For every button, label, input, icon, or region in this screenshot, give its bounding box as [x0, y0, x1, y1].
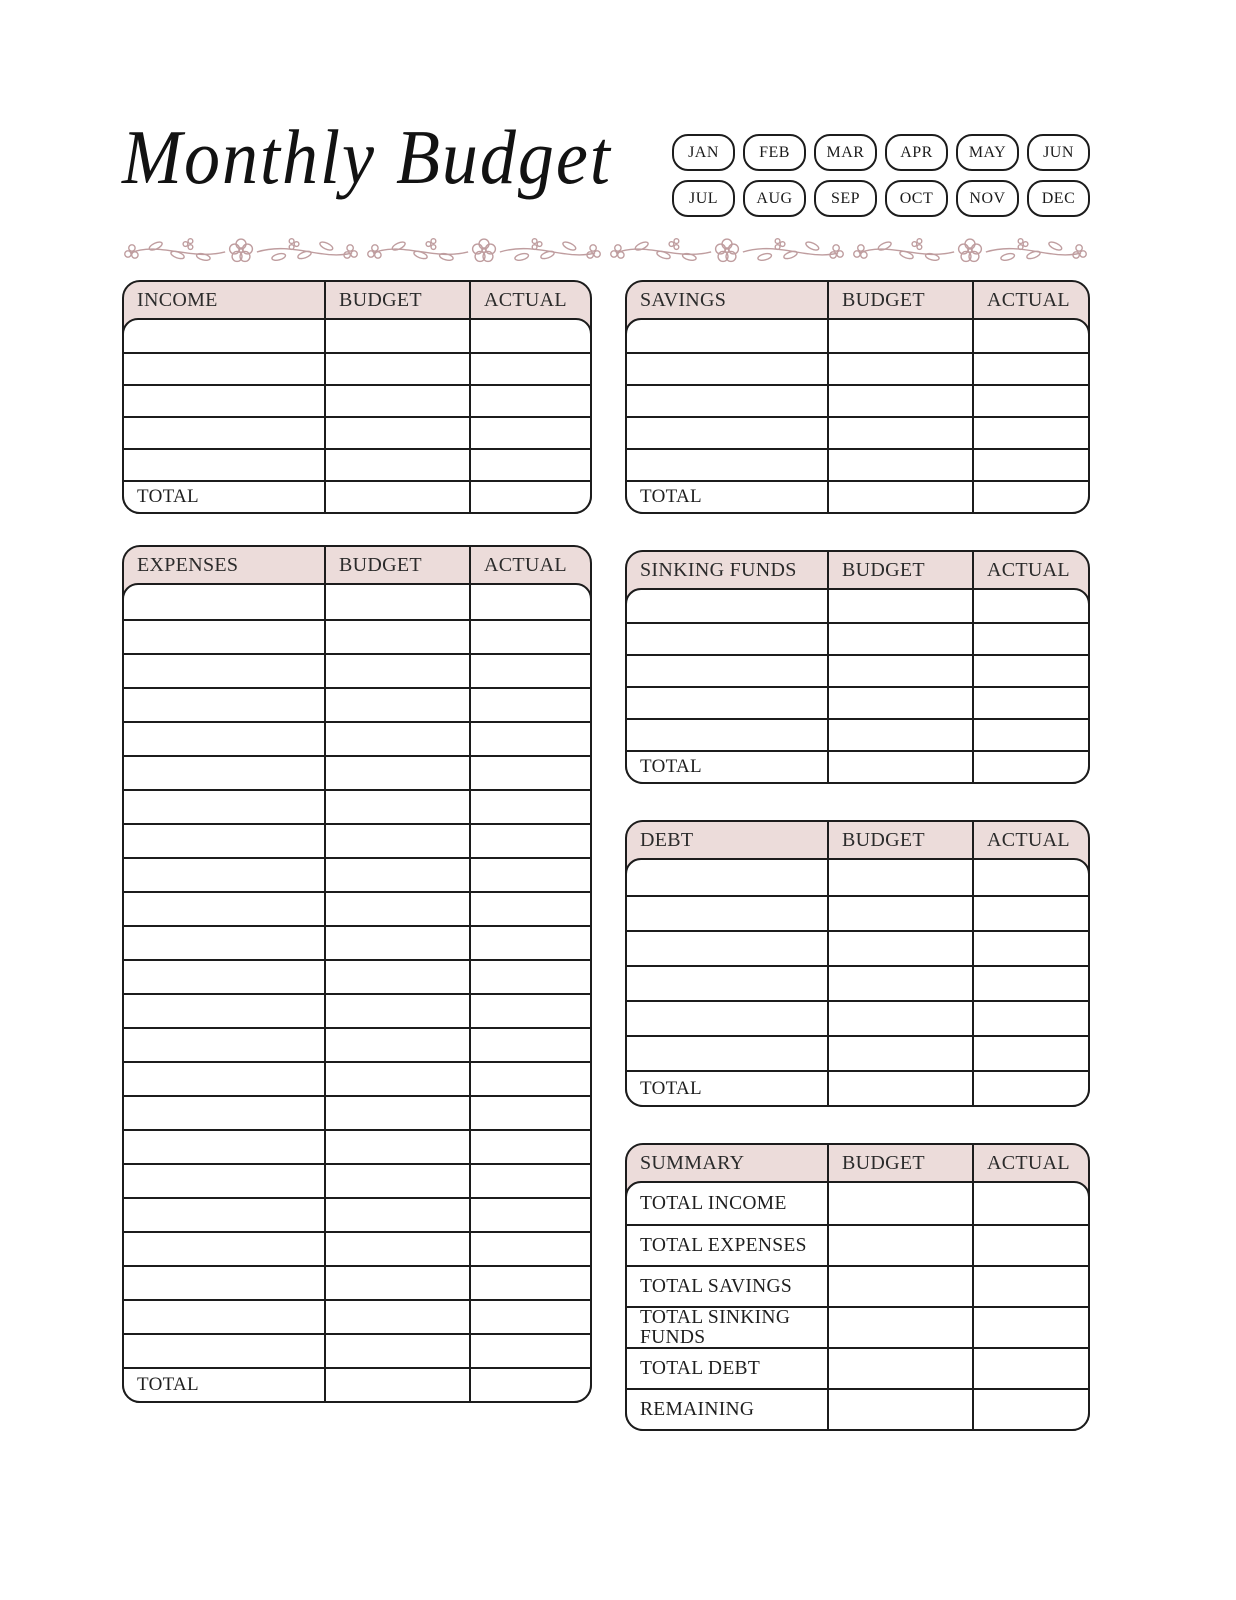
sinking-funds-actual-cell[interactable] — [974, 720, 1088, 750]
debt-row — [627, 1035, 1088, 1070]
month-pill-feb[interactable]: FEB — [743, 134, 806, 171]
expenses-actual-cell[interactable] — [471, 1199, 590, 1231]
debt-row — [627, 1000, 1088, 1035]
expenses-item-cell[interactable] — [124, 757, 326, 789]
savings-actual-cell[interactable] — [974, 354, 1088, 384]
savings-row — [627, 384, 1088, 416]
debt-header-label: DEBT — [627, 822, 829, 858]
expenses-total-row — [124, 1367, 590, 1401]
expenses-actual-cell[interactable] — [471, 825, 590, 857]
sinking-funds-actual-header: ACTUAL — [987, 558, 1070, 581]
savings-item-cell[interactable] — [627, 320, 829, 352]
expenses-row — [124, 619, 590, 653]
savings-item-cell[interactable] — [627, 450, 829, 480]
sinking-funds-table — [625, 550, 1090, 784]
expenses-budget-cell[interactable] — [326, 825, 471, 857]
income-budget-cell[interactable] — [326, 354, 471, 384]
sinking-funds-budget-cell[interactable] — [829, 720, 974, 750]
sinking-funds-budget-cell[interactable] — [829, 688, 974, 718]
expenses-budget-cell[interactable] — [326, 689, 471, 721]
expenses-actual-cell[interactable] — [471, 621, 590, 653]
savings-item-cell[interactable] — [627, 386, 829, 416]
income-item-cell[interactable] — [124, 320, 326, 352]
expenses-actual-cell[interactable] — [471, 893, 590, 925]
expenses-actual-header: ACTUAL — [484, 553, 567, 576]
expenses-row — [124, 1163, 590, 1197]
expenses-row — [124, 1095, 590, 1129]
sinking-funds-total-actual-cell[interactable] — [974, 752, 1088, 782]
debt-row — [627, 860, 1088, 895]
expenses-item-cell[interactable] — [124, 1301, 326, 1333]
summary-row-total-income — [627, 1183, 1088, 1224]
expenses-actual-cell[interactable] — [471, 961, 590, 993]
savings-budget-cell[interactable] — [829, 354, 974, 384]
expenses-actual-cell[interactable] — [471, 757, 590, 789]
expenses-budget-cell[interactable] — [326, 1165, 471, 1197]
summary-actual-cell[interactable] — [974, 1308, 1088, 1347]
summary-table-header — [627, 1145, 1088, 1181]
sinking-funds-item-cell[interactable] — [627, 590, 829, 622]
summary-label: TOTAL EXPENSES — [627, 1226, 829, 1265]
expenses-budget-cell[interactable] — [326, 791, 471, 823]
expenses-budget-cell[interactable] — [326, 893, 471, 925]
month-pill-jun[interactable]: JUN — [1027, 134, 1090, 171]
summary-budget-cell[interactable] — [829, 1183, 974, 1224]
income-row — [124, 448, 590, 480]
expenses-row — [124, 755, 590, 789]
expenses-row — [124, 993, 590, 1027]
expenses-row — [124, 1333, 590, 1367]
debt-budget-cell[interactable] — [829, 932, 974, 965]
expenses-item-cell[interactable] — [124, 791, 326, 823]
month-pill-dec[interactable]: DEC — [1027, 180, 1090, 217]
income-actual-cell[interactable] — [471, 418, 590, 448]
expenses-row — [124, 857, 590, 891]
sinking-funds-item-cell[interactable] — [627, 656, 829, 686]
income-total-budget-cell[interactable] — [326, 482, 471, 512]
sinking-funds-header-label: SINKING FUNDS — [627, 552, 829, 588]
savings-item-cell[interactable] — [627, 418, 829, 448]
sinking-funds-row — [627, 654, 1088, 686]
sinking-funds-row — [627, 686, 1088, 718]
debt-item-cell[interactable] — [627, 1002, 829, 1035]
expenses-table — [122, 545, 592, 1403]
income-row — [124, 352, 590, 384]
floral-divider-vine-icon — [122, 233, 1090, 267]
income-actual-header: ACTUAL — [484, 288, 567, 311]
expenses-budget-cell[interactable] — [326, 1301, 471, 1333]
summary-table — [625, 1143, 1090, 1431]
expenses-budget-cell[interactable] — [326, 1267, 471, 1299]
expenses-total-budget-cell[interactable] — [326, 1369, 471, 1401]
expenses-table-body — [122, 583, 592, 1403]
expenses-row — [124, 959, 590, 993]
month-pill-jul[interactable]: JUL — [672, 180, 735, 217]
savings-row — [627, 448, 1088, 480]
expenses-item-cell[interactable] — [124, 1063, 326, 1095]
sinking-funds-total-label: TOTAL — [627, 752, 829, 782]
debt-actual-cell[interactable] — [974, 897, 1088, 930]
expenses-item-cell[interactable] — [124, 1165, 326, 1197]
expenses-row — [124, 653, 590, 687]
income-budget-cell[interactable] — [326, 450, 471, 480]
summary-budget-cell[interactable] — [829, 1267, 974, 1306]
expenses-item-cell[interactable] — [124, 723, 326, 755]
savings-budget-cell[interactable] — [829, 386, 974, 416]
expenses-item-cell[interactable] — [124, 859, 326, 891]
expenses-row — [124, 823, 590, 857]
sinking-funds-item-cell[interactable] — [627, 720, 829, 750]
expenses-actual-cell[interactable] — [471, 995, 590, 1027]
income-actual-cell[interactable] — [471, 450, 590, 480]
summary-row-total-savings — [627, 1265, 1088, 1306]
expenses-row — [124, 1265, 590, 1299]
income-item-cell[interactable] — [124, 386, 326, 416]
summary-actual-cell[interactable] — [974, 1267, 1088, 1306]
expenses-actual-cell[interactable] — [471, 1165, 590, 1197]
savings-total-label: TOTAL — [627, 482, 829, 512]
expenses-item-cell[interactable] — [124, 621, 326, 653]
income-budget-cell[interactable] — [326, 320, 471, 352]
income-table-body — [122, 318, 592, 514]
expenses-total-label: TOTAL — [124, 1369, 326, 1401]
sinking-funds-row — [627, 590, 1088, 622]
savings-item-cell[interactable] — [627, 354, 829, 384]
debt-actual-cell[interactable] — [974, 1002, 1088, 1035]
summary-row-total-sinking-funds — [627, 1306, 1088, 1347]
savings-actual-cell[interactable] — [974, 450, 1088, 480]
income-header-label: INCOME — [124, 282, 326, 318]
expenses-row — [124, 1129, 590, 1163]
expenses-actual-cell[interactable] — [471, 791, 590, 823]
income-budget-cell[interactable] — [326, 386, 471, 416]
summary-label: REMAINING — [627, 1390, 829, 1429]
income-table — [122, 280, 592, 514]
expenses-budget-cell[interactable] — [326, 1335, 471, 1367]
income-budget-cell[interactable] — [326, 418, 471, 448]
expenses-budget-cell[interactable] — [326, 927, 471, 959]
expenses-budget-cell[interactable] — [326, 585, 471, 619]
expenses-row — [124, 1299, 590, 1333]
expenses-budget-header: BUDGET — [326, 547, 471, 583]
savings-budget-cell[interactable] — [829, 450, 974, 480]
savings-table-body — [625, 318, 1090, 514]
debt-item-cell[interactable] — [627, 1037, 829, 1070]
expenses-item-cell[interactable] — [124, 1233, 326, 1265]
debt-table — [625, 820, 1090, 1107]
expenses-item-cell[interactable] — [124, 655, 326, 687]
month-pill-jan[interactable]: JAN — [672, 134, 735, 171]
summary-label: TOTAL SINKING FUNDS — [627, 1308, 829, 1347]
income-total-label: TOTAL — [124, 482, 326, 512]
expenses-item-cell[interactable] — [124, 1097, 326, 1129]
income-budget-header: BUDGET — [326, 282, 471, 318]
summary-actual-cell[interactable] — [974, 1183, 1088, 1224]
savings-actual-cell[interactable] — [974, 418, 1088, 448]
summary-actual-cell[interactable] — [974, 1226, 1088, 1265]
income-row — [124, 384, 590, 416]
savings-actual-cell[interactable] — [974, 320, 1088, 352]
sinking-funds-actual-cell[interactable] — [974, 656, 1088, 686]
debt-actual-cell[interactable] — [974, 1037, 1088, 1070]
expenses-actual-cell[interactable] — [471, 723, 590, 755]
expenses-item-cell[interactable] — [124, 1131, 326, 1163]
expenses-actual-cell[interactable] — [471, 1029, 590, 1061]
debt-budget-cell[interactable] — [829, 1002, 974, 1035]
sinking-funds-row — [627, 622, 1088, 654]
expenses-item-cell[interactable] — [124, 1267, 326, 1299]
expenses-budget-cell[interactable] — [326, 961, 471, 993]
debt-budget-cell[interactable] — [829, 967, 974, 1000]
expenses-item-cell[interactable] — [124, 1199, 326, 1231]
expenses-table-header — [124, 547, 590, 583]
debt-row — [627, 965, 1088, 1000]
expenses-total-actual-cell[interactable] — [471, 1369, 590, 1401]
debt-actual-header: ACTUAL — [987, 828, 1070, 851]
expenses-actual-cell[interactable] — [471, 1301, 590, 1333]
savings-total-actual-cell[interactable] — [974, 482, 1088, 512]
floral-divider — [122, 233, 1090, 267]
summary-row-total-expenses — [627, 1224, 1088, 1265]
savings-total-row — [627, 480, 1088, 512]
summary-table-body — [625, 1181, 1090, 1431]
income-item-cell[interactable] — [124, 450, 326, 480]
left-column — [122, 280, 592, 1431]
summary-header-label: SUMMARY — [627, 1145, 829, 1181]
debt-item-cell[interactable] — [627, 967, 829, 1000]
month-pill-nov[interactable]: NOV — [956, 180, 1019, 217]
summary-actual-header: ACTUAL — [987, 1151, 1070, 1174]
expenses-actual-cell[interactable] — [471, 1267, 590, 1299]
expenses-budget-cell[interactable] — [326, 859, 471, 891]
debt-total-label: TOTAL — [627, 1072, 829, 1105]
page-title: Monthly Budget — [122, 113, 612, 201]
expenses-item-cell[interactable] — [124, 585, 326, 619]
debt-total-actual-cell[interactable] — [974, 1072, 1088, 1105]
expenses-budget-cell[interactable] — [326, 1029, 471, 1061]
debt-budget-cell[interactable] — [829, 897, 974, 930]
expenses-budget-cell[interactable] — [326, 621, 471, 653]
sinking-funds-budget-header: BUDGET — [829, 552, 974, 588]
expenses-item-cell[interactable] — [124, 689, 326, 721]
expenses-row — [124, 585, 590, 619]
sinking-funds-table-body — [625, 588, 1090, 784]
page-header — [122, 113, 1090, 217]
debt-row — [627, 895, 1088, 930]
income-item-cell[interactable] — [124, 354, 326, 384]
sinking-funds-row — [627, 718, 1088, 750]
expenses-budget-cell[interactable] — [326, 995, 471, 1027]
expenses-item-cell[interactable] — [124, 1335, 326, 1367]
debt-item-cell[interactable] — [627, 932, 829, 965]
sinking-funds-total-budget-cell[interactable] — [829, 752, 974, 782]
savings-row — [627, 352, 1088, 384]
savings-row — [627, 320, 1088, 352]
summary-budget-cell[interactable] — [829, 1308, 974, 1347]
expenses-item-cell[interactable] — [124, 825, 326, 857]
month-pill-aug[interactable]: AUG — [743, 180, 806, 217]
expenses-row — [124, 1061, 590, 1095]
debt-actual-cell[interactable] — [974, 932, 1088, 965]
debt-item-cell[interactable] — [627, 860, 829, 895]
expenses-actual-cell[interactable] — [471, 689, 590, 721]
expenses-row — [124, 789, 590, 823]
sinking-funds-budget-cell[interactable] — [829, 624, 974, 654]
debt-table-body — [625, 858, 1090, 1107]
expenses-row — [124, 721, 590, 755]
expenses-row — [124, 687, 590, 721]
summary-budget-cell[interactable] — [829, 1226, 974, 1265]
debt-actual-cell[interactable] — [974, 860, 1088, 895]
sinking-funds-budget-cell[interactable] — [829, 590, 974, 622]
savings-total-budget-cell[interactable] — [829, 482, 974, 512]
summary-budget-cell[interactable] — [829, 1390, 974, 1429]
savings-budget-cell[interactable] — [829, 418, 974, 448]
debt-actual-cell[interactable] — [974, 967, 1088, 1000]
savings-budget-cell[interactable] — [829, 320, 974, 352]
savings-actual-cell[interactable] — [974, 386, 1088, 416]
debt-budget-cell[interactable] — [829, 860, 974, 895]
summary-row-total-debt — [627, 1347, 1088, 1388]
month-pill-oct[interactable]: OCT — [885, 180, 948, 217]
savings-budget-header: BUDGET — [829, 282, 974, 318]
sinking-funds-actual-cell[interactable] — [974, 624, 1088, 654]
income-table-header — [124, 282, 590, 318]
month-pill-sep[interactable]: SEP — [814, 180, 877, 217]
debt-budget-cell[interactable] — [829, 1037, 974, 1070]
income-total-actual-cell[interactable] — [471, 482, 590, 512]
sinking-funds-table-header — [627, 552, 1088, 588]
sinking-funds-budget-cell[interactable] — [829, 656, 974, 686]
right-column — [625, 280, 1090, 1431]
expenses-actual-cell[interactable] — [471, 1131, 590, 1163]
expenses-item-cell[interactable] — [124, 893, 326, 925]
expenses-actual-cell[interactable] — [471, 1233, 590, 1265]
summary-row-remaining — [627, 1388, 1088, 1429]
expenses-budget-cell[interactable] — [326, 1233, 471, 1265]
month-selector — [672, 134, 1090, 217]
debt-item-cell[interactable] — [627, 897, 829, 930]
debt-table-header — [627, 822, 1088, 858]
expenses-actual-cell[interactable] — [471, 585, 590, 619]
expenses-budget-cell[interactable] — [326, 1199, 471, 1231]
expenses-budget-cell[interactable] — [326, 723, 471, 755]
income-actual-cell[interactable] — [471, 320, 590, 352]
income-row — [124, 320, 590, 352]
savings-table — [625, 280, 1090, 514]
expenses-actual-cell[interactable] — [471, 927, 590, 959]
sinking-funds-total-row — [627, 750, 1088, 782]
summary-actual-cell[interactable] — [974, 1390, 1088, 1429]
sinking-funds-actual-cell[interactable] — [974, 590, 1088, 622]
expenses-item-cell[interactable] — [124, 927, 326, 959]
expenses-row — [124, 925, 590, 959]
month-pill-mar[interactable]: MAR — [814, 134, 877, 171]
sinking-funds-actual-cell[interactable] — [974, 688, 1088, 718]
expenses-actual-cell[interactable] — [471, 655, 590, 687]
savings-header-label: SAVINGS — [627, 282, 829, 318]
income-item-cell[interactable] — [124, 418, 326, 448]
income-row — [124, 416, 590, 448]
expenses-row — [124, 1197, 590, 1231]
summary-label: TOTAL SAVINGS — [627, 1267, 829, 1306]
expenses-actual-cell[interactable] — [471, 1063, 590, 1095]
expenses-budget-cell[interactable] — [326, 1131, 471, 1163]
debt-budget-header: BUDGET — [829, 822, 974, 858]
expenses-row — [124, 1231, 590, 1265]
expenses-budget-cell[interactable] — [326, 1097, 471, 1129]
sinking-funds-item-cell[interactable] — [627, 624, 829, 654]
income-total-row — [124, 480, 590, 512]
month-pill-apr[interactable]: APR — [885, 134, 948, 171]
expenses-item-cell[interactable] — [124, 995, 326, 1027]
expenses-actual-cell[interactable] — [471, 1097, 590, 1129]
expenses-item-cell[interactable] — [124, 961, 326, 993]
summary-budget-header: BUDGET — [829, 1145, 974, 1181]
tables-area — [122, 280, 1090, 1431]
savings-table-header — [627, 282, 1088, 318]
expenses-budget-cell[interactable] — [326, 1063, 471, 1095]
expenses-budget-cell[interactable] — [326, 757, 471, 789]
month-pill-may[interactable]: MAY — [956, 134, 1019, 171]
summary-budget-cell[interactable] — [829, 1349, 974, 1388]
expenses-row — [124, 1027, 590, 1061]
expenses-budget-cell[interactable] — [326, 655, 471, 687]
expenses-header-label: EXPENSES — [124, 547, 326, 583]
expenses-actual-cell[interactable] — [471, 859, 590, 891]
income-actual-cell[interactable] — [471, 354, 590, 384]
summary-label: TOTAL INCOME — [627, 1183, 829, 1224]
debt-total-budget-cell[interactable] — [829, 1072, 974, 1105]
debt-row — [627, 930, 1088, 965]
income-actual-cell[interactable] — [471, 386, 590, 416]
expenses-item-cell[interactable] — [124, 1029, 326, 1061]
debt-total-row — [627, 1070, 1088, 1105]
expenses-row — [124, 891, 590, 925]
sinking-funds-item-cell[interactable] — [627, 688, 829, 718]
summary-label: TOTAL DEBT — [627, 1349, 829, 1388]
expenses-actual-cell[interactable] — [471, 1335, 590, 1367]
savings-row — [627, 416, 1088, 448]
savings-actual-header: ACTUAL — [987, 288, 1070, 311]
summary-actual-cell[interactable] — [974, 1349, 1088, 1388]
